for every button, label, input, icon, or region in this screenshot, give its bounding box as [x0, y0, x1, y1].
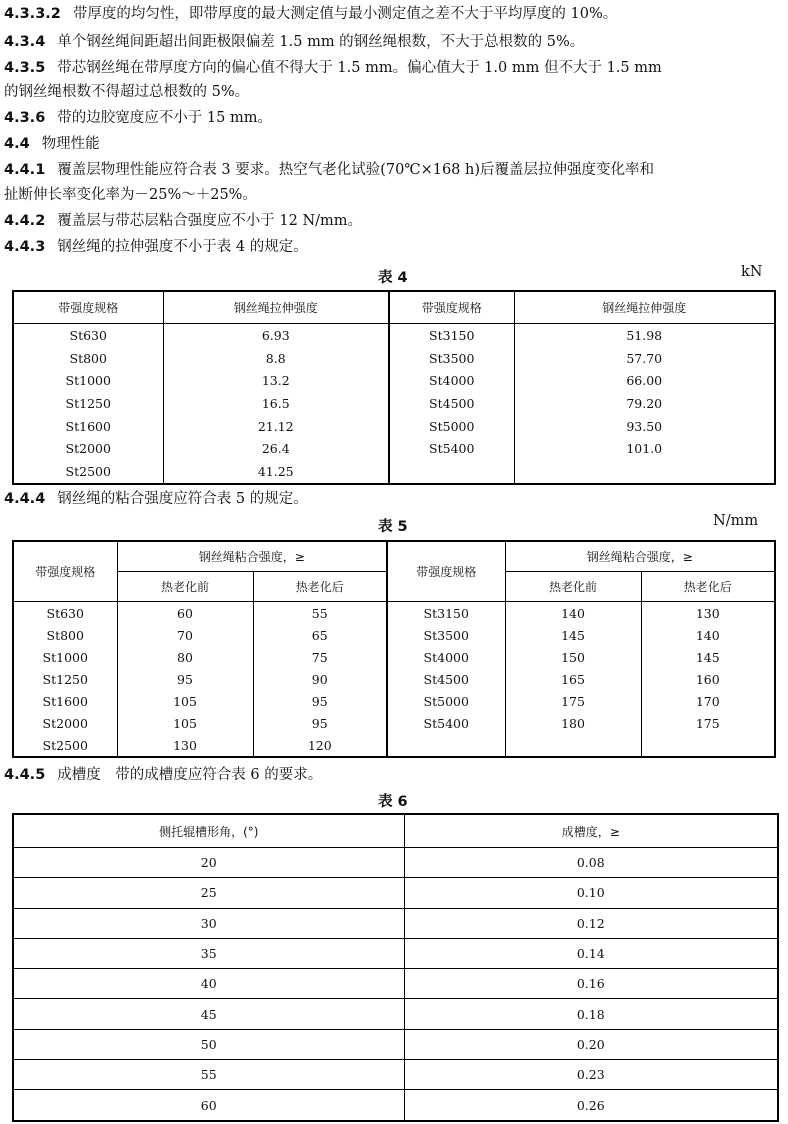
table-row — [13, 712, 775, 734]
table-cell: 145 — [695, 649, 720, 665]
table5-header-group-right: 钢丝绳粘合强度，≥ — [505, 541, 775, 572]
clause-4-3-5 — [4, 56, 780, 80]
table-row — [13, 878, 778, 908]
table-cell: 0.16 — [404, 969, 778, 999]
table-row — [13, 734, 775, 757]
table-cell: 0.26 — [404, 1090, 778, 1121]
table-cell: St5400 — [389, 437, 514, 460]
table-cell: 60 — [13, 1090, 404, 1121]
clause-number: 4.4 — [4, 136, 30, 152]
table-cell: St1250 — [13, 668, 117, 690]
table-cell: 45 — [13, 999, 404, 1029]
table6-header-angle: 侧托辊槽形角，(°) — [13, 814, 404, 848]
table-row — [13, 969, 778, 999]
clause-4-4-3 — [4, 235, 780, 259]
table-row — [13, 1060, 778, 1090]
table5-header-group-left: 钢丝绳粘合强度，≥ — [117, 541, 387, 572]
table-cell: 105 — [117, 712, 253, 734]
clause-4-4-2 — [4, 209, 780, 233]
table4 — [12, 290, 776, 485]
table-cell: St3500 — [387, 624, 505, 646]
table-cell: St2000 — [13, 437, 163, 460]
table-row — [13, 668, 775, 690]
clause-text: 带芯钢丝绳在带厚度方向的偏心值不得大于 1.5 mm。偏心值大于 1.0 mm 但不大于 1.5 mm — [57, 60, 662, 76]
table-cell: 30 — [13, 908, 404, 938]
clause-number: 4.3.3.2 — [4, 6, 61, 22]
table-cell: St5000 — [387, 690, 505, 712]
table-cell: 0.14 — [404, 938, 778, 968]
table-cell: 130 — [117, 734, 253, 757]
table-cell: 40 — [13, 969, 404, 999]
clause-number: 4.4.4 — [4, 491, 46, 507]
table-cell: St4500 — [387, 668, 505, 690]
table-row — [13, 415, 775, 438]
table-cell: 6.93 — [163, 324, 389, 347]
table-row — [13, 1029, 778, 1059]
table-cell: 70 — [117, 624, 253, 646]
table-cell: St3500 — [389, 347, 514, 370]
table-row — [13, 437, 775, 460]
clause-text: 钢丝绳的拉伸强度不小于表 4 的规定。 — [57, 239, 308, 255]
table-cell: 51.98 — [626, 327, 663, 343]
table4-header-strength-left: 钢丝绳拉伸强度 — [163, 291, 389, 324]
table-row — [13, 369, 775, 392]
table-cell: 0.18 — [404, 999, 778, 1029]
clause-4-4-5 — [4, 763, 780, 787]
clause-number: 4.4.5 — [4, 767, 46, 783]
table-cell: 95 — [117, 668, 253, 690]
table-cell: St1000 — [13, 646, 117, 668]
table-row — [13, 1090, 778, 1121]
table-cell — [505, 734, 641, 757]
table-row — [13, 624, 775, 646]
clause-4-4-4 — [4, 487, 780, 511]
clause-text: 成槽度 带的成槽度应符合表 6 的要求。 — [57, 767, 323, 783]
table-cell: 75 — [253, 646, 387, 668]
table-row — [13, 690, 775, 712]
table-cell: St2500 — [13, 734, 117, 757]
table-cell: 79.20 — [626, 395, 663, 411]
table-cell: 175 — [505, 690, 641, 712]
table5-header-after-left: 热老化后 — [253, 572, 387, 602]
table-cell: 20 — [13, 848, 404, 878]
clause-4-3-6 — [4, 106, 780, 130]
table-row — [13, 646, 775, 668]
table-cell: 90 — [253, 668, 387, 690]
clause-text: 带的边胶宽度应不小于 15 mm。 — [57, 110, 272, 126]
table-cell: St3150 — [389, 324, 514, 347]
table-cell: St4000 — [387, 646, 505, 668]
table-cell: 55 — [253, 602, 387, 625]
table-cell: 165 — [505, 668, 641, 690]
table-cell: 180 — [505, 712, 641, 734]
table-cell: 25 — [13, 878, 404, 908]
table-cell — [514, 460, 775, 484]
table-cell: St630 — [13, 324, 163, 347]
table-cell: St2000 — [13, 712, 117, 734]
table-cell: 145 — [505, 624, 641, 646]
table4-caption: 表 4 — [378, 270, 408, 286]
table6 — [12, 813, 779, 1122]
table-cell: 50 — [13, 1029, 404, 1059]
table-cell: St2500 — [13, 460, 163, 484]
clause-number: 4.4.1 — [4, 162, 46, 178]
table-row — [13, 938, 778, 968]
table5-header-spec-left: 带强度规格 — [13, 541, 117, 602]
clause-number: 4.3.4 — [4, 34, 46, 50]
table-cell: 16.5 — [163, 392, 389, 415]
table-row — [13, 999, 778, 1029]
table-cell: 150 — [505, 646, 641, 668]
table-cell: 95 — [253, 712, 387, 734]
clause-number: 4.4.2 — [4, 213, 46, 229]
table-cell: 13.2 — [163, 369, 389, 392]
table-cell: 55 — [13, 1060, 404, 1090]
table-cell: 140 — [695, 627, 720, 643]
table-cell: 0.10 — [404, 878, 778, 908]
table-cell: 21.12 — [163, 415, 389, 438]
table-row — [13, 324, 775, 347]
table5-header-after-right: 热老化后 — [641, 572, 775, 602]
table-cell: 35 — [13, 938, 404, 968]
table-cell: 101.0 — [626, 441, 663, 457]
table-cell: St800 — [13, 347, 163, 370]
table-cell: 160 — [695, 671, 720, 687]
table-cell: St5000 — [389, 415, 514, 438]
table-cell: 0.12 — [404, 908, 778, 938]
clause-text: 带厚度的均匀性，即带厚度的最大测定值与最小测定值之差不大于平均厚度的 10%。 — [72, 6, 618, 22]
table-cell: 130 — [695, 605, 720, 621]
table-cell: St3150 — [387, 602, 505, 625]
table-row — [13, 602, 775, 625]
table-cell: 60 — [117, 602, 253, 625]
table-cell: 80 — [117, 646, 253, 668]
clause-number: 4.3.5 — [4, 60, 46, 76]
table-cell: St4000 — [389, 369, 514, 392]
table-cell: 170 — [695, 693, 720, 709]
clause-number: 4.3.6 — [4, 110, 46, 126]
clause-4-4-1 — [4, 158, 780, 182]
table5-unit: N/mm — [713, 513, 759, 529]
table5-header-before-left: 热老化前 — [117, 572, 253, 602]
table-cell: St800 — [13, 624, 117, 646]
table-cell: 0.08 — [404, 848, 778, 878]
table-cell: St1600 — [13, 690, 117, 712]
clause-text: 单个钢丝绳间距超出间距极限偏差 1.5 mm 的钢丝绳根数，不大于总根数的 5%。 — [57, 34, 585, 50]
clause-4-3-5-cont — [4, 80, 780, 104]
table-cell: 175 — [695, 715, 720, 731]
table-cell — [641, 734, 775, 757]
clause-text: 扯断伸长率变化率为－25%～＋25%。 — [4, 187, 257, 203]
clause-text: 的钢丝绳根数不得超过总根数的 5%。 — [4, 84, 250, 100]
clause-4-4-1-cont — [4, 183, 780, 207]
table4-header-strength-right: 钢丝绳拉伸强度 — [514, 291, 775, 324]
table6-caption: 表 6 — [378, 794, 408, 810]
table-cell: 65 — [253, 624, 387, 646]
section-4-4 — [4, 132, 780, 156]
table-cell: 120 — [253, 734, 387, 757]
table-cell: St630 — [13, 602, 117, 625]
table6-header-troughability: 成槽度，≥ — [404, 814, 778, 848]
table-cell: 105 — [117, 690, 253, 712]
table-cell: 26.4 — [163, 437, 389, 460]
table4-header-spec-right: 带强度规格 — [389, 291, 514, 324]
table-cell: 140 — [505, 602, 641, 625]
table-cell: 0.20 — [404, 1029, 778, 1059]
table5-caption: 表 5 — [378, 519, 408, 535]
table-row — [13, 848, 778, 878]
table5 — [12, 540, 776, 758]
table-cell: 66.00 — [626, 373, 663, 389]
clause-text: 钢丝绳的粘合强度应符合表 5 的规定。 — [57, 491, 308, 507]
table-cell: 8.8 — [163, 347, 389, 370]
table-row — [13, 347, 775, 370]
table-row — [13, 908, 778, 938]
table-cell: 95 — [253, 690, 387, 712]
table-cell: 93.50 — [626, 418, 663, 434]
table-cell: 41.25 — [163, 460, 389, 484]
clause-4-3-3-2 — [4, 2, 780, 26]
table4-unit: kN — [741, 264, 763, 280]
table5-header-spec-right: 带强度规格 — [387, 541, 505, 602]
clause-4-3-4 — [4, 30, 780, 54]
table-cell: St5400 — [387, 712, 505, 734]
table-cell: 57.70 — [626, 350, 663, 366]
table-cell — [389, 460, 514, 484]
table-row — [13, 392, 775, 415]
clause-number: 4.4.3 — [4, 239, 46, 255]
table-cell: 0.23 — [404, 1060, 778, 1090]
section-heading: 物理性能 — [41, 136, 100, 152]
clause-text: 覆盖层与带芯层粘合强度应不小于 12 N/mm。 — [57, 213, 363, 229]
table-cell: St1000 — [13, 369, 163, 392]
clause-text: 覆盖层物理性能应符合表 3 要求。热空气老化试验(70℃×168 h)后覆盖层拉伸强度变化率和 — [57, 162, 654, 178]
table-cell: St4500 — [389, 392, 514, 415]
table-cell — [387, 734, 505, 757]
table-row — [13, 460, 775, 484]
table5-header-before-right: 热老化前 — [505, 572, 641, 602]
table-cell: St1250 — [13, 392, 163, 415]
table4-header-spec-left: 带强度规格 — [13, 291, 163, 324]
table-cell: St1600 — [13, 415, 163, 438]
